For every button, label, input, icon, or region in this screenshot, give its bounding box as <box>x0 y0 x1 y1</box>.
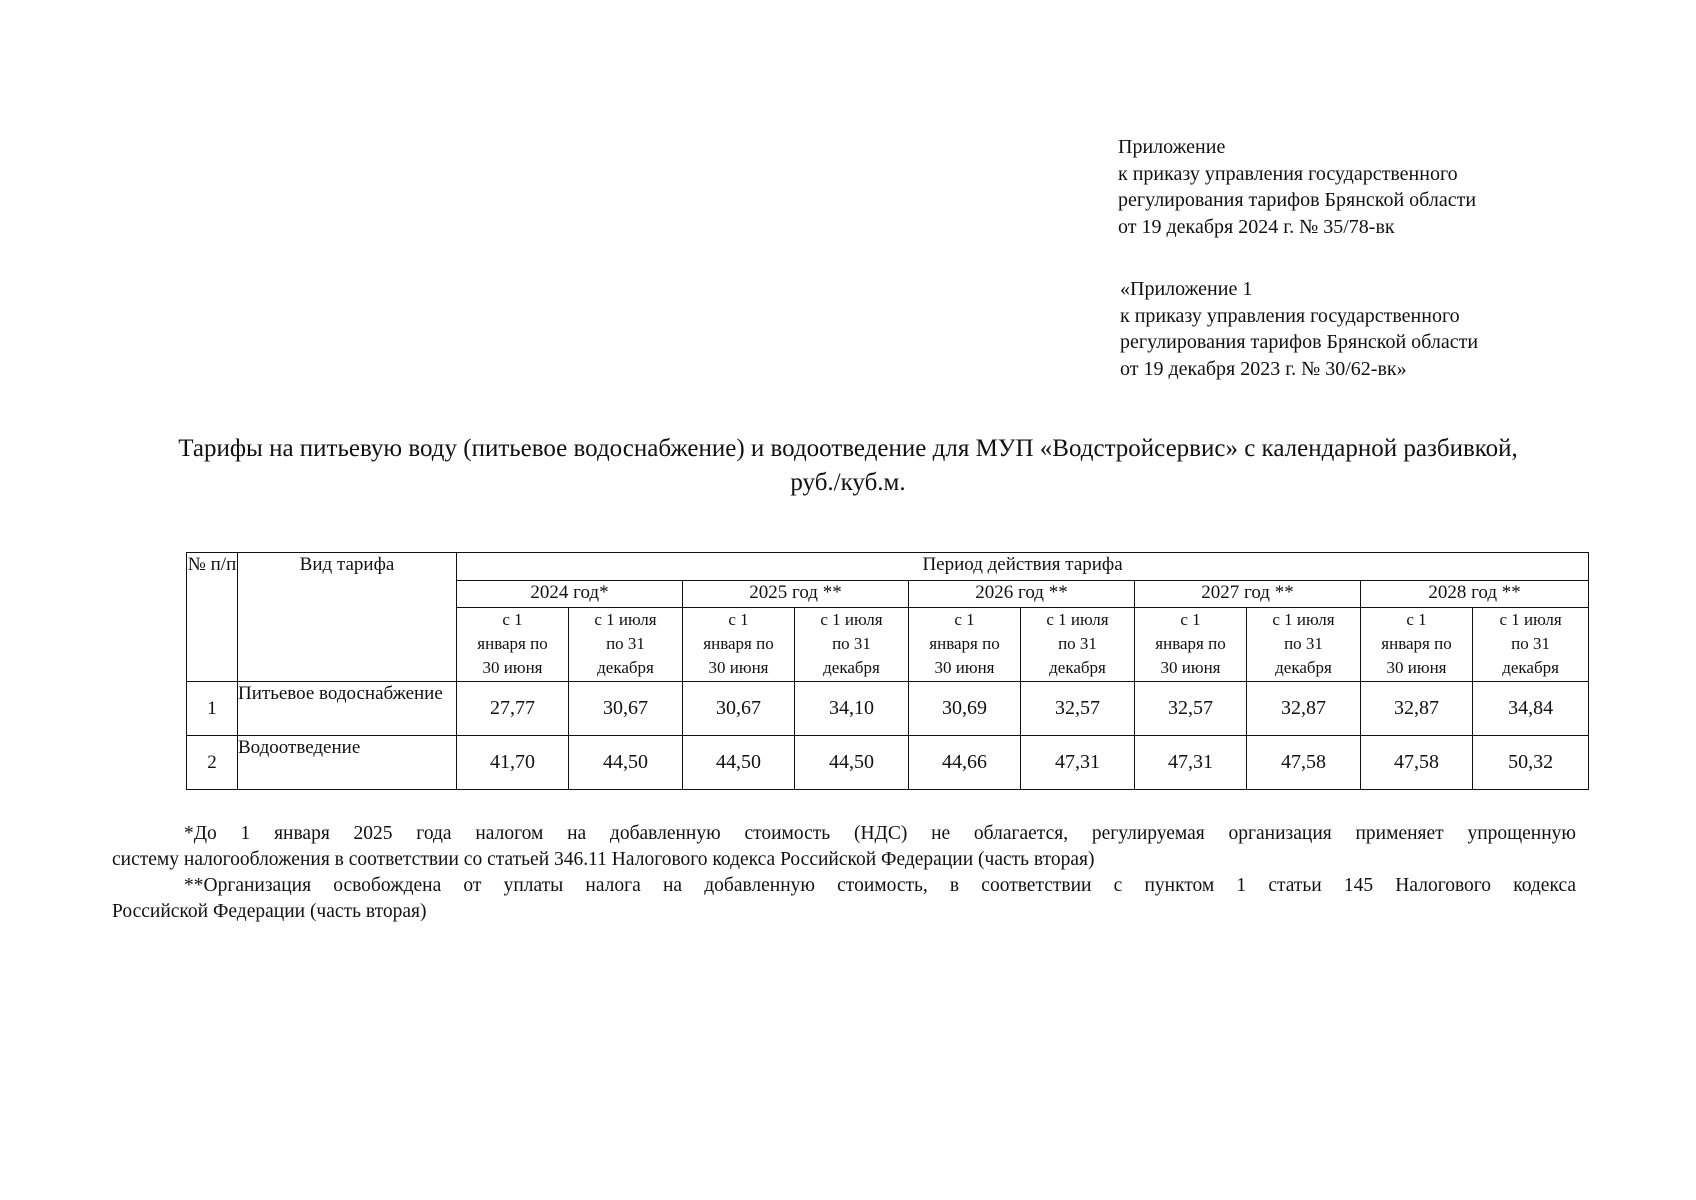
tariff-value: 32,87 <box>1361 682 1473 736</box>
tariff-value: 27,77 <box>457 682 569 736</box>
tariff-value: 44,66 <box>909 736 1021 790</box>
header-tariff-type: Вид тарифа <box>238 553 457 682</box>
header-half-first: с 1 января по 30 июня <box>1361 608 1473 682</box>
footnote-continuation: Российской Федерации (часть вторая) <box>112 901 427 922</box>
tariff-value: 30,69 <box>909 682 1021 736</box>
tariff-value: 32,57 <box>1135 682 1247 736</box>
header-half-second: с 1 июля по 31 декабря <box>795 608 909 682</box>
tariff-value: 34,10 <box>795 682 909 736</box>
footnote-first-line: **Организация освобождена от уплаты налога на добавленную стоимость, в соответствии с пунктом 1 статьи 145 Налогового кодекса <box>184 875 1576 896</box>
header-year: 2026 год ** <box>909 581 1135 608</box>
header-year: 2025 год ** <box>683 581 909 608</box>
header-year: 2024 год* <box>457 581 683 608</box>
table-row-wastewater <box>187 736 1589 790</box>
header-number: № п/п <box>187 553 238 682</box>
footnote-vat-exempt <box>112 873 1576 925</box>
appendix-reference-current <box>1118 134 1476 240</box>
header-year: 2027 год ** <box>1135 581 1361 608</box>
tariff-value: 47,58 <box>1247 736 1361 790</box>
tariff-value: 41,70 <box>457 736 569 790</box>
appendix-line: регулирования тарифов Брянской области <box>1118 189 1477 211</box>
appendix-reference-previous <box>1120 276 1478 382</box>
header-row-period <box>187 553 1589 581</box>
row-number: 2 <box>187 736 238 790</box>
tariff-table <box>186 552 1589 790</box>
tariff-value: 44,50 <box>683 736 795 790</box>
footnote-continuation: систему налогообложения в соответствии со статьей 346.11 Налогового кодекса Российской Федерации (часть вторая) <box>112 849 1095 870</box>
tariff-value: 30,67 <box>569 682 683 736</box>
row-number: 1 <box>187 682 238 736</box>
title-line: Тарифы на питьевую воду (питьевое водоснабжение) и водоотведение для МУП «Водстройсервис» с календарной разбивкой, <box>178 435 1518 462</box>
appendix-line: от 19 декабря 2023 г. № 30/62-вк» <box>1120 357 1407 380</box>
header-period: Период действия тарифа <box>457 553 1589 581</box>
tariff-value: 47,31 <box>1021 736 1135 790</box>
tariff-value: 44,50 <box>795 736 909 790</box>
header-half-first: с 1 января по 30 июня <box>683 608 795 682</box>
tariff-value: 32,87 <box>1247 682 1361 736</box>
row-tariff-name: Питьевое водоснабжение <box>238 682 457 736</box>
document-title <box>100 432 1596 500</box>
header-half-first: с 1 января по 30 июня <box>457 608 569 682</box>
header-year: 2028 год ** <box>1361 581 1589 608</box>
header-half-second: с 1 июля по 31 декабря <box>1021 608 1135 682</box>
header-half-second: с 1 июля по 31 декабря <box>569 608 683 682</box>
table-row-drinking-water <box>187 682 1589 736</box>
header-half-first: с 1 января по 30 июня <box>909 608 1021 682</box>
appendix-line: от 19 декабря 2024 г. № 35/78-вк <box>1118 215 1395 238</box>
tariff-value: 47,58 <box>1361 736 1473 790</box>
footnote-vat-simplified <box>112 821 1576 873</box>
footnote-first-line: *До 1 января 2025 года налогом на добавленную стоимость (НДС) не облагается, регулируемая организация применяет упрощенную <box>184 823 1576 844</box>
appendix-line: «Приложение 1 <box>1120 278 1253 300</box>
tariff-value: 47,31 <box>1135 736 1247 790</box>
header-half-second: с 1 июля по 31 декабря <box>1473 608 1589 682</box>
tariff-value: 32,57 <box>1021 682 1135 736</box>
header-half-first: с 1 января по 30 июня <box>1135 608 1247 682</box>
appendix-line: Приложение <box>1118 136 1226 158</box>
title-unit-line: руб./куб.м. <box>790 469 906 496</box>
tariff-value: 34,84 <box>1473 682 1589 736</box>
tariff-value: 50,32 <box>1473 736 1589 790</box>
tariff-value: 30,67 <box>683 682 795 736</box>
appendix-line: к приказу управления государственного <box>1120 304 1460 327</box>
tariff-value: 44,50 <box>569 736 683 790</box>
appendix-line: к приказу управления государственного <box>1118 162 1458 185</box>
appendix-line: регулирования тарифов Брянской области <box>1120 331 1479 353</box>
row-tariff-name: Водоотведение <box>238 736 457 790</box>
header-half-second: с 1 июля по 31 декабря <box>1247 608 1361 682</box>
